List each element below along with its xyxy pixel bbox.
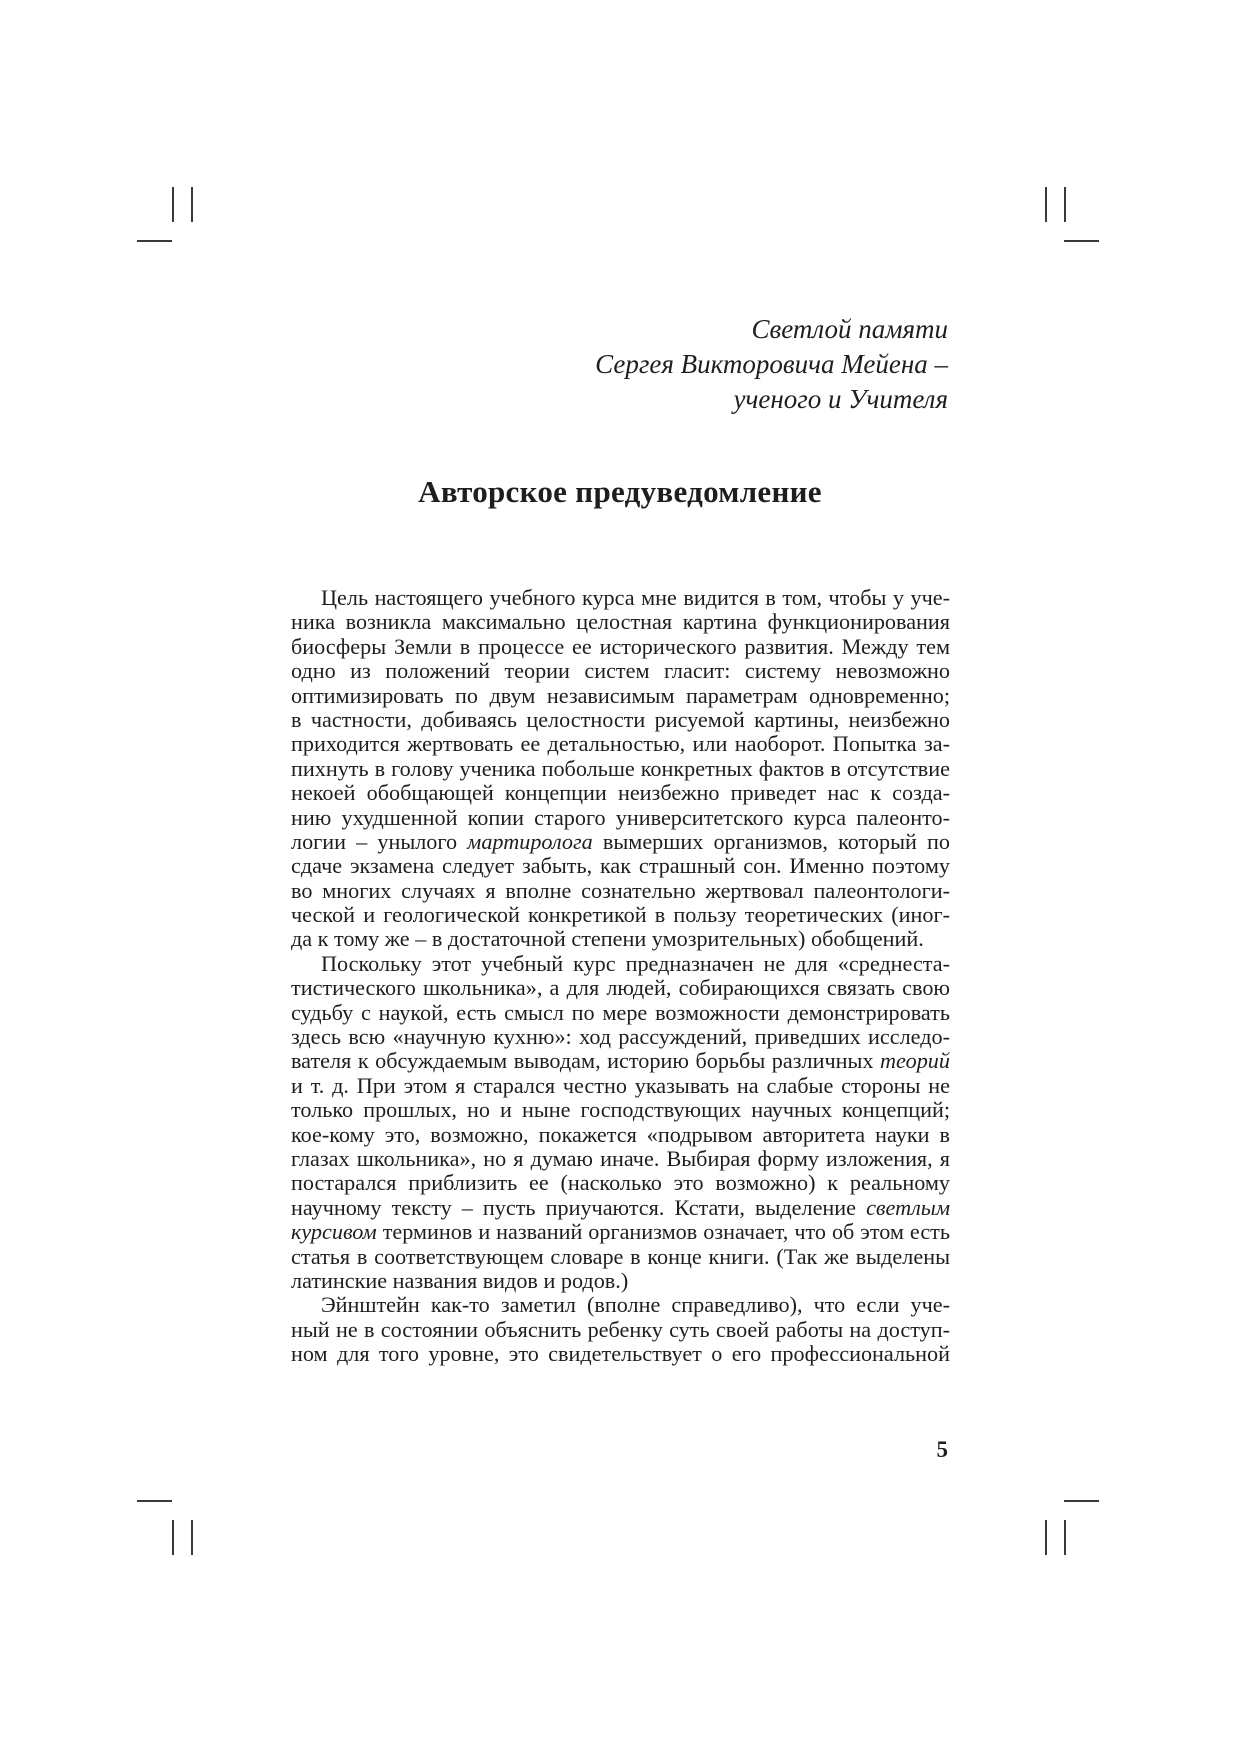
text-segment: терминов и названий организмов означает, что об этом есть	[376, 1219, 950, 1245]
text-line	[291, 1293, 950, 1317]
crop-mark-bottom-right-vertical-inner	[1064, 1520, 1066, 1555]
text-line	[291, 952, 950, 976]
text-segment: здесь всю «научную кухню»: ход рассуждений, приведших исследо-	[291, 1024, 950, 1050]
text-segment: и т. д. При этом я старался честно указывать на слабые стороны не	[291, 1072, 950, 1098]
text-segment: во многих случаях я вполне сознательно жертвовал палеонтологи-	[291, 877, 950, 903]
dedication-line-1: Светлой памяти	[751, 314, 948, 344]
crop-mark-top-right-horizontal	[1064, 240, 1099, 242]
text-segment: биосферы Земли в процессе ее исторического развития. Между тем	[291, 633, 950, 659]
text-segment: кое-кому это, возможно, покажется «подрывом авторитета науки в	[291, 1121, 950, 1147]
crop-mark-bottom-right-vertical-outer	[1045, 1520, 1047, 1555]
text-segment: одно из положений теории систем гласит: систему невозможно	[291, 658, 950, 684]
dedication-line-2: Сергея Викторовича Мейена –	[595, 349, 948, 379]
text-line	[291, 879, 950, 903]
text-segment: ный не в состоянии объяснить ребенку суть своей работы на доступ-	[291, 1316, 950, 1342]
text-line	[291, 1220, 950, 1244]
text-segment: оптимизировать по двум независимым параметрам одновременно;	[291, 682, 950, 708]
crop-mark-bottom-left-vertical-inner	[172, 1520, 174, 1555]
text-segment: приходится жертвовать ее детальностью, или наоборот. Попытка за-	[291, 731, 950, 757]
text-line	[291, 854, 950, 878]
crop-mark-bottom-left-vertical-outer	[191, 1520, 193, 1555]
text-line	[291, 1342, 950, 1366]
text-line	[291, 757, 950, 781]
crop-mark-top-left-vertical-inner	[172, 187, 174, 222]
text-segment: некоей обобщающей концепции неизбежно приведет нас к созда-	[291, 780, 950, 806]
text-line	[291, 684, 950, 708]
text-segment: ника возникла максимально целостная картина функционирования	[291, 609, 950, 635]
dedication-line-3: ученого и Учителя	[733, 384, 948, 414]
text-segment: судьбу с наукой, есть смысл по мере возможности демонстрировать	[291, 999, 950, 1025]
section-heading: Авторское предуведомление	[418, 474, 822, 509]
italic-term: мартиролога	[467, 828, 593, 854]
text-line	[291, 635, 950, 659]
crop-mark-bottom-left-horizontal	[137, 1500, 172, 1502]
text-line	[291, 1171, 950, 1195]
text-line	[291, 903, 950, 927]
crop-mark-top-right-vertical-outer	[1045, 187, 1047, 222]
text-line	[291, 1269, 950, 1293]
text-segment: латинские названия видов и родов.)	[291, 1267, 629, 1293]
text-line	[291, 1318, 950, 1342]
text-segment: Поскольку этот учебный курс предназначен не для «среднеста-	[321, 950, 950, 976]
text-segment: постарался приблизить ее (насколько это возможно) к реальному	[291, 1170, 950, 1196]
text-segment: вымерших организмов, который по	[592, 828, 950, 854]
text-segment: вателя к обсуждаемым выводам, историю борьбы различных	[291, 1048, 881, 1074]
page-number: 5	[936, 1437, 948, 1462]
text-line	[291, 781, 950, 805]
text-line	[291, 1123, 950, 1147]
text-segment: статья в соответствующем словаре в конце книги. (Так же выделены	[291, 1243, 950, 1269]
italic-term: теорий	[880, 1048, 950, 1074]
text-line	[291, 586, 950, 610]
text-line	[291, 659, 950, 683]
text-segment: Цель настоящего учебного курса мне видится в том, чтобы у уче-	[321, 585, 950, 610]
text-line	[291, 1245, 950, 1269]
text-line	[291, 830, 950, 854]
text-segment: нию ухудшенной копии старого университетского курса палеонто-	[291, 804, 950, 830]
text-segment: ном для того уровне, это свидетельствует о его профессиональной	[291, 1341, 950, 1367]
text-line	[291, 927, 950, 951]
italic-term: светлым	[866, 1194, 950, 1220]
crop-mark-top-right-vertical-inner	[1064, 187, 1066, 222]
text-line	[291, 610, 950, 634]
text-segment: в частности, добиваясь целостности рисуемой картины, неизбежно	[291, 706, 950, 732]
text-segment: ческой и геологической конкретикой в пользу теоретических (иног-	[291, 902, 950, 928]
text-line	[291, 806, 950, 830]
crop-mark-top-left-horizontal	[137, 240, 172, 242]
text-segment: пихнуть в голову ученика побольше конкретных фактов в отсутствие	[291, 755, 950, 781]
text-line	[291, 1147, 950, 1171]
dedication	[595, 312, 948, 417]
text-segment: только прошлых, но и ныне господствующих научных концепций;	[291, 1097, 950, 1123]
crop-mark-bottom-right-horizontal	[1064, 1500, 1099, 1502]
text-line	[291, 976, 950, 1000]
text-segment: глазах школьника», но я думаю иначе. Выбирая форму изложения, я	[291, 1145, 950, 1171]
body-text	[291, 586, 950, 1367]
italic-term: курсивом	[291, 1219, 377, 1245]
text-segment: тистического школьника», а для людей, собирающихся связать свою	[291, 975, 950, 1001]
text-segment: логии – унылого	[291, 828, 468, 854]
text-line	[291, 1196, 950, 1220]
text-line	[291, 1001, 950, 1025]
text-line	[291, 1025, 950, 1049]
crop-mark-top-left-vertical-outer	[191, 187, 193, 222]
text-segment: да к тому же – в достаточной степени умозрительных) обобщений.	[291, 926, 924, 952]
text-line	[291, 732, 950, 756]
text-line	[291, 1098, 950, 1122]
text-segment: научному тексту – пусть приучаются. Кстати, выделение	[291, 1194, 867, 1220]
text-line	[291, 1049, 950, 1073]
text-line	[291, 1074, 950, 1098]
text-line	[291, 708, 950, 732]
text-segment: Эйнштейн как-то заметил (вполне справедливо), что если уче-	[321, 1292, 950, 1318]
text-segment: сдаче экзамена следует забыть, как страшный сон. Именно поэтому	[291, 853, 950, 879]
